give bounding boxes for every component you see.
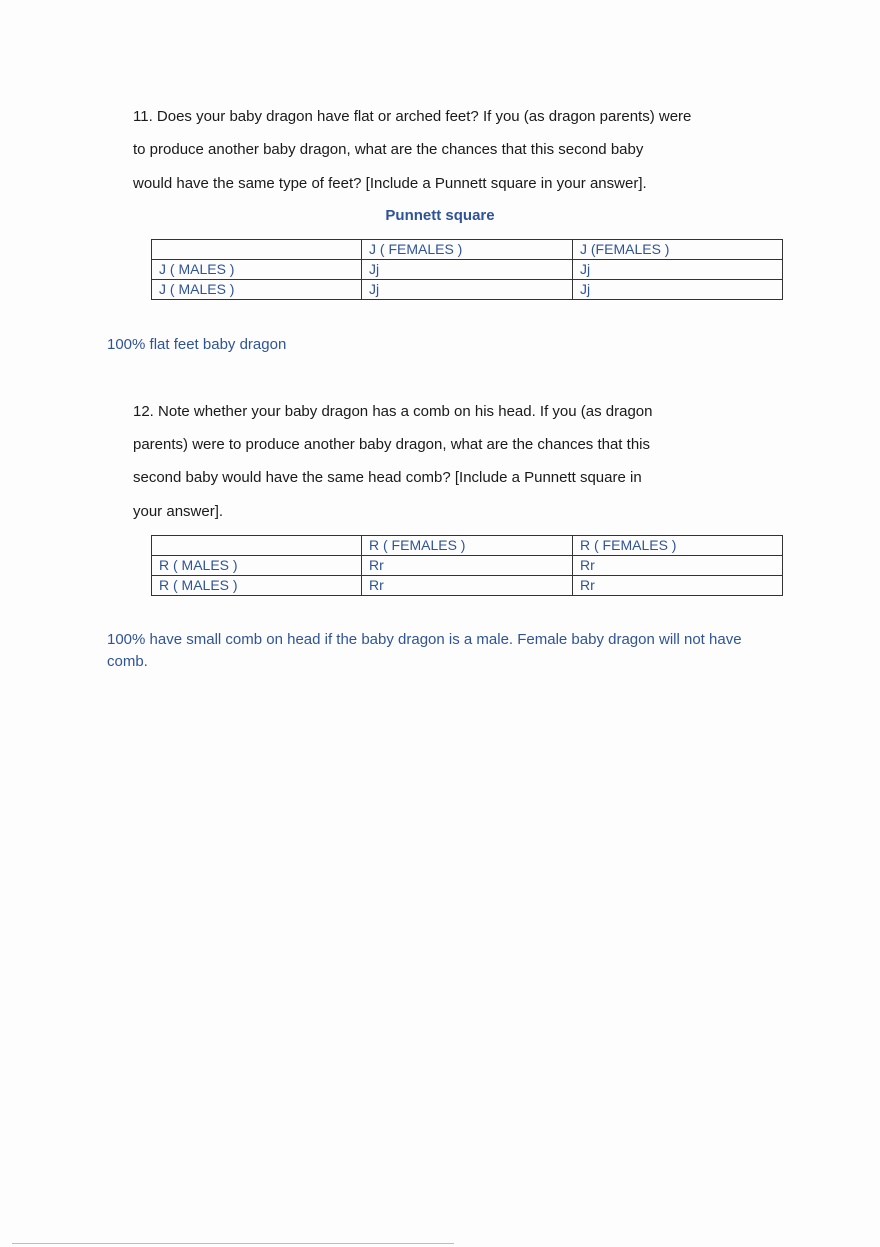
question-12-line-2: parents) were to produce another baby dragon, what are the chances that this <box>133 436 650 453</box>
footer-divider <box>12 1243 454 1244</box>
table-cell: R ( MALES ) <box>152 576 362 596</box>
question-12-line-4: your answer]. <box>133 503 224 520</box>
table-cell: Rr <box>362 576 573 596</box>
question-11-line-2: to produce another baby dragon, what are the chances that this second baby <box>133 141 644 158</box>
table-cell: Rr <box>362 556 573 576</box>
punnett-square-title: Punnett square <box>385 207 495 224</box>
table-cell: J ( MALES ) <box>152 260 362 280</box>
question-12-line-3: second baby would have the same head comb? [Include a Punnett square in <box>133 469 642 486</box>
table-row <box>152 260 783 280</box>
answer-12: 100% have small comb on head if the baby dragon is a male. Female baby dragon will not have comb. <box>107 631 742 670</box>
table-cell: R ( FEMALES ) <box>362 536 573 556</box>
answer-11: 100% flat feet baby dragon <box>107 336 287 353</box>
table-header-row <box>152 240 783 260</box>
punnett-table-feet <box>151 239 783 300</box>
table-cell <box>152 240 362 260</box>
table-cell: R ( MALES ) <box>152 556 362 576</box>
table-cell: Jj <box>362 280 573 300</box>
table-cell: Jj <box>362 260 573 280</box>
table-cell: R ( FEMALES ) <box>573 536 783 556</box>
table-row <box>152 280 783 300</box>
table-cell: Jj <box>573 260 783 280</box>
question-11-line-1: 11. Does your baby dragon have flat or arched feet? If you (as dragon parents) were <box>133 108 692 125</box>
punnett-table-comb <box>151 535 783 596</box>
table-header-row <box>152 536 783 556</box>
table-cell: Rr <box>573 576 783 596</box>
table-cell: Rr <box>573 556 783 576</box>
question-11-line-3: would have the same type of feet? [Include a Punnett square in your answer]. <box>133 175 647 192</box>
table-cell: J ( FEMALES ) <box>362 240 573 260</box>
table-row <box>152 576 783 596</box>
table-cell <box>152 536 362 556</box>
table-row <box>152 556 783 576</box>
table-cell: J ( MALES ) <box>152 280 362 300</box>
question-12-line-1: 12. Note whether your baby dragon has a comb on his head. If you (as dragon <box>133 403 653 420</box>
table-cell: Jj <box>573 280 783 300</box>
table-cell: J (FEMALES ) <box>573 240 783 260</box>
